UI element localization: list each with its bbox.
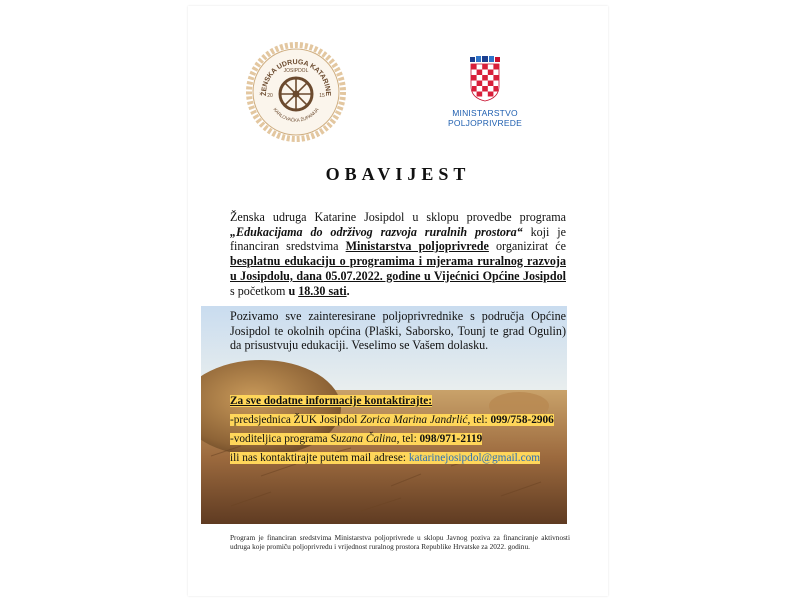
association-logo	[246, 42, 346, 142]
contact-line-email: ili nas kontaktirajte putem mail adrese: katarinejosipdol@gmail.com	[230, 452, 541, 464]
page-title: OBAVIJEST	[325, 164, 471, 184]
funding-footer: Program je financiran sredstvima Ministarstva poljoprivrede u sklopu Javnog poziva za financiranje aktivnosti udruga koje promiču poljoprivredu i vrijednost ruralnog prostora Republike Hrvatske za 2022. godinu.	[230, 533, 570, 551]
intro-text-2: koji je financiran sredstvima	[230, 224, 566, 254]
intro-text-6: .	[346, 283, 350, 298]
logo-year-left: 20	[267, 93, 273, 99]
logo-arc-text: ŽENSKA UDRUGA KATARINE	[260, 58, 332, 97]
wheel-icon	[280, 78, 312, 110]
ministry-name	[440, 108, 530, 128]
contact-line-manager: -voditeljica programa Suzana Čalina, tel: 098/971-2119	[230, 433, 483, 445]
email-link[interactable]: katarinejosipdol@gmail.com	[408, 452, 541, 464]
intro-paragraph	[230, 210, 566, 298]
intro-text-4: s početkom	[230, 283, 289, 298]
president-phone: 099/758-2906	[490, 414, 554, 426]
invite-paragraph: Pozivamo sve zainteresirane poljoprivrednike s područja Općine Josipdol te okolnih općina (Plaški, Saborsko, Tounj te grad Ogulin) da prisustvuju edukaciji. Veselimo se Vašem dolasku.	[230, 309, 566, 353]
intro-text-3: organizirat će	[488, 239, 566, 254]
intro-text-1: Ženska udruga Katarine Josipdol u sklopu provedbe programa	[230, 210, 566, 224]
logo-bottom-text: KARLOVAČKA ŽUPANIJA	[272, 106, 320, 123]
start-time: 18.30 sati	[298, 283, 347, 298]
contact-line-president: -predsjednica ŽUK Josipdol Zorica Marina Jandrlić, tel: 099/758-2906	[230, 414, 554, 426]
program-name: „Edukacijama do održivog razvoja ruralnih prostora“	[230, 224, 523, 239]
croatian-coat-of-arms-icon	[468, 56, 502, 102]
logo-year-right: 15	[319, 93, 325, 99]
intro-text-5: u	[288, 283, 299, 298]
ministry-name-inline: Ministarstva poljoprivrede	[345, 239, 489, 254]
contacts-heading: Za sve dodatne informacije kontaktirajte:	[230, 395, 433, 407]
ministry-line-2: POLJOPRIVREDE	[448, 118, 522, 128]
manager-phone: 098/971-2119	[419, 433, 483, 445]
ministry-line-1: MINISTARSTVO	[452, 108, 518, 118]
education-details: besplatnu edukaciju o programima i mjerama ruralnog razvoja u Josipdolu, dana 05.07.2022. godine u Vijećnici Općine Josipdol	[230, 254, 566, 283]
logo-place: JOSIPDOL	[283, 68, 309, 74]
